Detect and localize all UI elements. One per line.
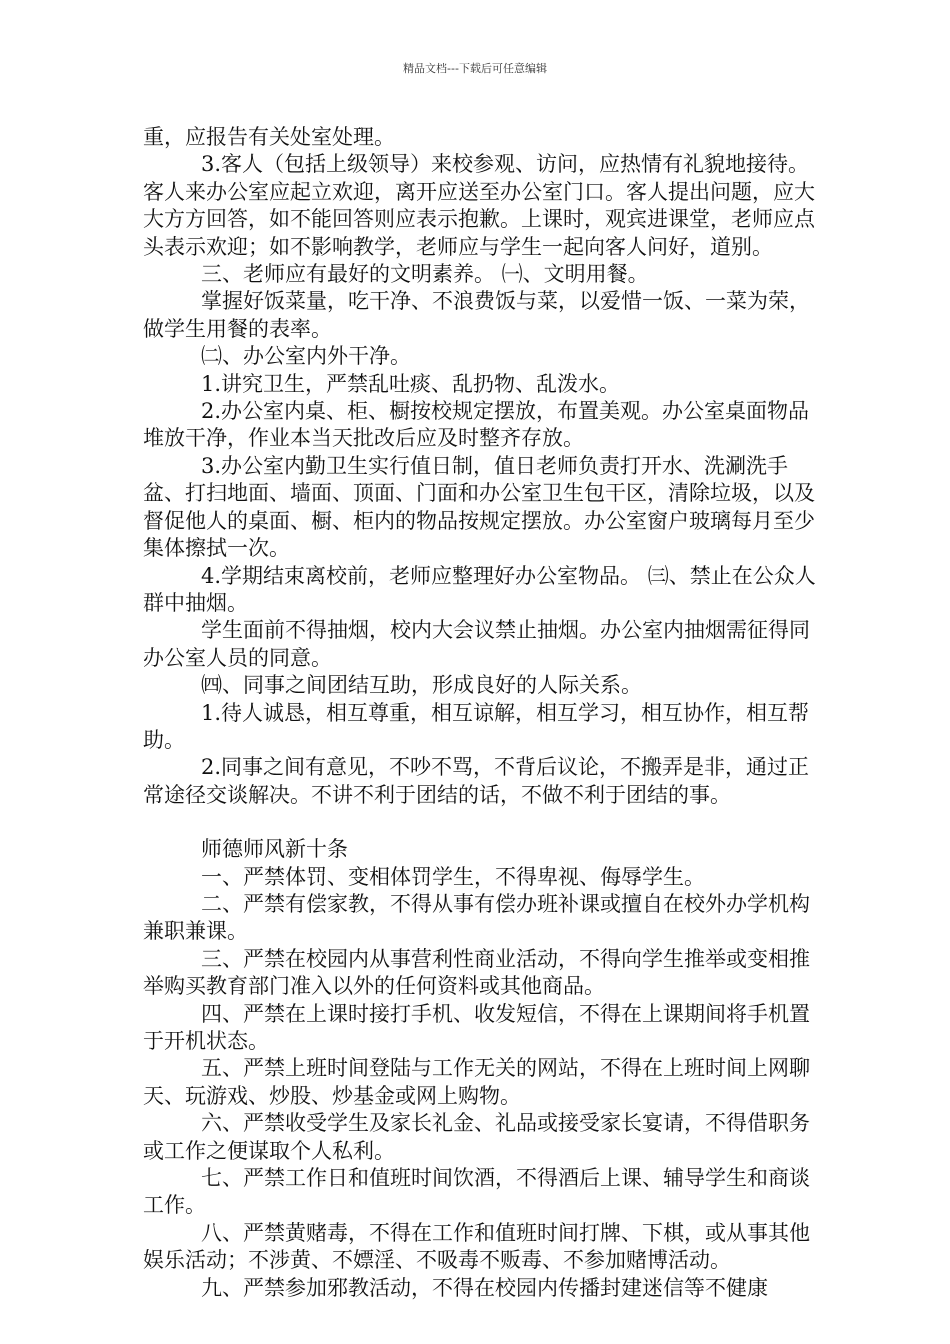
- rule-item: 三、严禁在校园内从事营利性商业活动，不得向学生推举或变相推举购买教育部门准入以外的任何资料或其他商品。: [143, 946, 810, 999]
- paragraph: ㈡、办公室内外干净。: [201, 344, 411, 369]
- rule-item: 五、严禁上班时间登陆与工作无关的网站，不得在上班时间上网聊天、玩游戏、炒股、炒基金或网上购物。: [143, 1056, 810, 1108]
- rule-item: 一、严禁体罚、变相体罚学生，不得卑视、侮辱学生。: [201, 864, 705, 889]
- rule-item: 二、严禁有偿家教，不得从事有偿办班补课或擅自在校外办学机构兼职兼课。: [143, 891, 810, 944]
- paragraph: 学生面前不得抽烟，校内大会议禁止抽烟。办公室内抽烟需征得同办公室人员的同意。: [143, 618, 810, 670]
- rule-item: 六、严禁收受学生及家长礼金、礼品或接受家长宴请，不得借职务或工作之便谋取个人私利。: [143, 1111, 810, 1163]
- page-header: 精品文档---下载后可任意编辑: [403, 62, 547, 75]
- paragraph: 重，应报告有关处室处理。: [143, 125, 395, 149]
- section-gap: [143, 809, 823, 836]
- paragraph: 掌握好饭菜量，吃干净、不浪费饭与菜，以爱惜一饭、一菜为荣，做学生用餐的表率。: [143, 289, 810, 341]
- paragraph: 3.办公室内勤卫生实行值日制，值日老师负责打开水、洗涮洗手盆、打扫地面、墙面、顶面、门面和办公室卫生包干区，清除垃圾，以及督促他人的桌面、橱、柜内的物品按规定摆放。办公室窗户玻璃每月至少集体擦拭一次。: [143, 453, 815, 561]
- rule-item: 九、严禁参加邪教活动，不得在校园内传播封建迷信等不健康: [201, 1275, 768, 1300]
- document-body: [143, 124, 823, 1302]
- rule-item: 四、严禁在上课时接打手机、收发短信，不得在上课期间将手机置于开机状态。: [143, 1001, 810, 1053]
- paragraph: 4.学期结束离校前，老师应整理好办公室物品。 ㈢、禁止在公众人群中抽烟。: [143, 563, 816, 615]
- paragraph: 2.同事之间有意见，不吵不骂，不背后议论，不搬弄是非，通过正常途径交谈解决。不讲不利于团结的话，不做不利于团结的事。: [143, 755, 810, 807]
- paragraph: 3.客人（包括上级领导）来校参观、访问，应热情有礼貌地接待。客人来办公室应起立欢迎，离开应送至办公室门口。客人提出问题，应大大方方回答，如不能回答则应表示抱歉。上课时，观宾进课堂，老师应点头表示欢迎；如不影响教学，老师应与学生一起向客人问好，道别。: [143, 152, 815, 259]
- section-title: 师德师风新十条: [201, 837, 348, 862]
- paragraph: 1.待人诚恳，相互尊重，相互谅解，相互学习，相互协作，相互帮助。: [143, 700, 810, 752]
- paragraph: 2.办公室内桌、柜、橱按校规定摆放，布置美观。办公室桌面物品堆放干净，作业本当天批改后应及时整齐存放。: [143, 399, 810, 451]
- paragraph: 1.讲究卫生，严禁乱吐痰、乱扔物、乱泼水。: [201, 371, 621, 396]
- rule-item: 八、严禁黄赌毒，不得在工作和值班时间打牌、下棋，或从事其他娱乐活动；不涉黄、不嫖淫、不吸毒不贩毒、不参加赌博活动。: [143, 1220, 810, 1273]
- paragraph: 三、老师应有最好的文明素养。 ㈠、文明用餐。: [201, 262, 649, 287]
- paragraph: ㈣、同事之间团结互助，形成良好的人际关系。: [201, 673, 642, 698]
- rule-item: 七、严禁工作日和值班时间饮酒，不得酒后上课、辅导学生和商谈工作。: [143, 1166, 810, 1218]
